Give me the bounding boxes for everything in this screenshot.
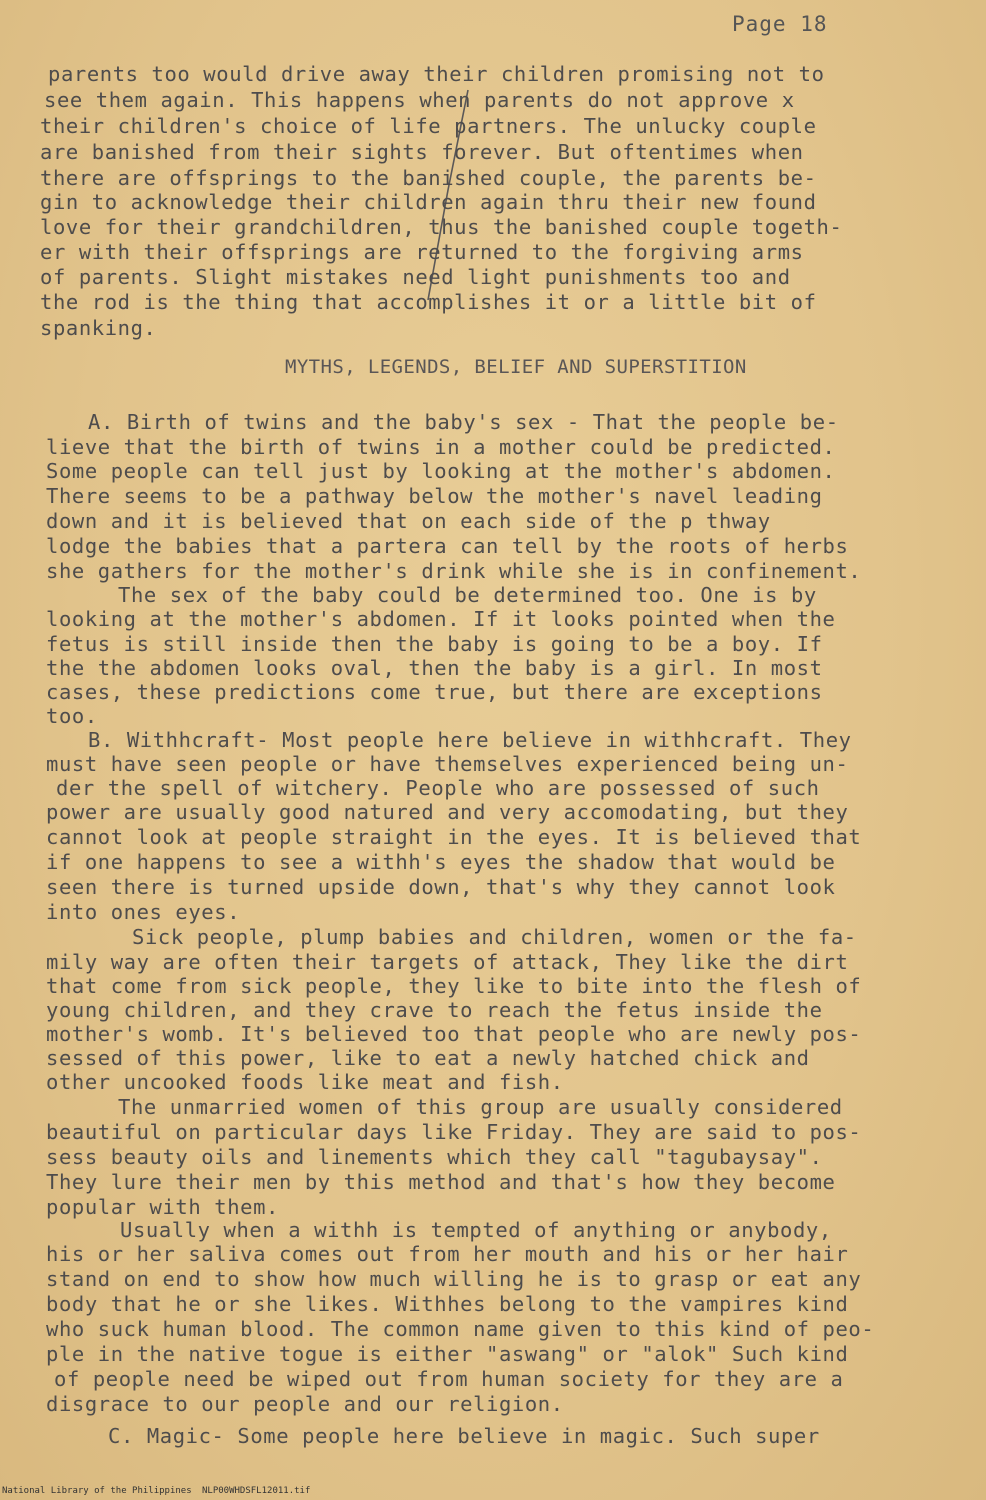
section-b-line: disgrace to our people and our religion. <box>46 1392 564 1416</box>
section-b-line: must have seen people or have themselves experienced being un- <box>46 752 849 776</box>
section-b-line: that come from sick people, they like to bite into the flesh of <box>46 974 862 998</box>
section-a-line: Some people can tell just by looking at the mother's abdomen. <box>46 459 836 483</box>
page-number: Page 18 <box>732 12 828 36</box>
section-a-line: down and it is believed that on each side of the p thway <box>46 509 771 533</box>
paragraph-1-line: gin to acknowledge their children again thru their new found <box>40 190 817 214</box>
section-b-line: mily way are often their targets of attack, They like the dirt <box>46 950 849 974</box>
paragraph-1-line: see them again. This happens when parents do not approve x <box>44 88 795 112</box>
section-b-line: his or her saliva comes out from her mouth and his or her hair <box>46 1242 849 1266</box>
section-a-line: too. <box>46 704 98 728</box>
section-b-line: if one happens to see a withh's eyes the shadow that would be <box>46 850 836 874</box>
paragraph-1-line: parents too would drive away their children promising not to <box>48 62 825 86</box>
section-b-line: popular with them. <box>46 1195 279 1219</box>
paragraph-1-line: love for their grandchildren, thus the banished couple togeth- <box>40 215 843 239</box>
paragraph-1-line: there are offsprings to the banished couple, the parents be- <box>40 166 817 190</box>
section-b-line: They lure their men by this method and that's how they become <box>46 1170 836 1194</box>
paragraph-1-line: are banished from their sights forever. But oftentimes when <box>40 140 804 164</box>
section-b-line: power are usually good natured and very accomodating, but they <box>46 800 849 824</box>
section-b-line: seen there is turned upside down, that's why they cannot look <box>46 875 836 899</box>
section-a-line: lodge the babies that a partera can tell by the roots of herbs <box>46 534 849 558</box>
section-b-line: The unmarried women of this group are usually considered <box>118 1095 843 1119</box>
section-b-line: Sick people, plump babies and children, women or the fa- <box>132 925 857 949</box>
section-a-line: cases, these predictions come true, but there are exceptions <box>46 680 823 704</box>
section-b-line: der the spell of witchery. People who are possessed of such <box>56 776 820 800</box>
paragraph-1-line: spanking. <box>40 316 157 340</box>
section-heading: MYTHS, LEGENDS, BELIEF AND SUPERSTITION <box>285 356 747 378</box>
section-b-line: young children, and they crave to reach the fetus inside the <box>46 998 823 1022</box>
section-b-line: beautiful on particular days like Friday. They are said to pos- <box>46 1120 862 1144</box>
section-a-line: There seems to be a pathway below the mother's navel leading <box>46 484 823 508</box>
section-b-line: sess beauty oils and linements which they call "tagubaysay". <box>46 1145 823 1169</box>
section-a-line: A. Birth of twins and the baby's sex - That the people be- <box>88 410 839 434</box>
section-b-line: Usually when a withh is tempted of anything or anybody, <box>120 1218 832 1242</box>
section-b-line: B. Withhcraft- Most people here believe in withhcraft. They <box>88 728 852 752</box>
section-b-line: body that he or she likes. Withhes belong to the vampires kind <box>46 1292 849 1316</box>
section-b-line: who suck human blood. The common name given to this kind of peo- <box>46 1317 875 1341</box>
section-b-line: cannot look at people straight in the eyes. It is believed that <box>46 825 862 849</box>
section-b-line: ple in the native togue is either "aswang" or "alok" Such kind <box>46 1342 849 1366</box>
footer-source: National Library of the Philippines <box>2 1486 192 1496</box>
section-b-line: stand on end to show how much willing he is to grasp or eat any <box>46 1267 862 1291</box>
section-a-line: The sex of the baby could be determined too. One is by <box>118 583 817 607</box>
section-b-line: sessed of this power, like to eat a newly hatched chick and <box>46 1046 810 1070</box>
section-a-line: lieve that the birth of twins in a mother could be predicted. <box>46 435 836 459</box>
paragraph-1-line: er with their offsprings are returned to the forgiving arms <box>40 240 804 264</box>
footer-file: NLP00WHDSFL12011.tif <box>202 1486 311 1496</box>
section-c-line: C. Magic- Some people here believe in magic. Such super <box>108 1424 820 1448</box>
section-b-line: other uncooked foods like meat and fish. <box>46 1070 564 1094</box>
section-a-line: looking at the mother's abdomen. If it looks pointed when the <box>46 607 836 631</box>
paragraph-1-line: their children's choice of life partners. The unlucky couple <box>40 114 817 138</box>
paragraph-1-line: the rod is the thing that accomplishes it or a little bit of <box>40 290 817 314</box>
section-b-line: into ones eyes. <box>46 900 241 924</box>
section-a-line: the the abdomen looks oval, then the baby is a girl. In most <box>46 656 823 680</box>
paragraph-1-line: of parents. Slight mistakes need light punishments too and <box>40 265 791 289</box>
section-a-line: fetus is still inside then the baby is going to be a boy. If <box>46 632 823 656</box>
section-b-line: of people need be wiped out from human society for they are a <box>54 1367 844 1391</box>
section-b-line: mother's womb. It's believed too that people who are newly pos- <box>46 1022 862 1046</box>
section-a-line: she gathers for the mother's drink while she is in confinement. <box>46 559 862 583</box>
